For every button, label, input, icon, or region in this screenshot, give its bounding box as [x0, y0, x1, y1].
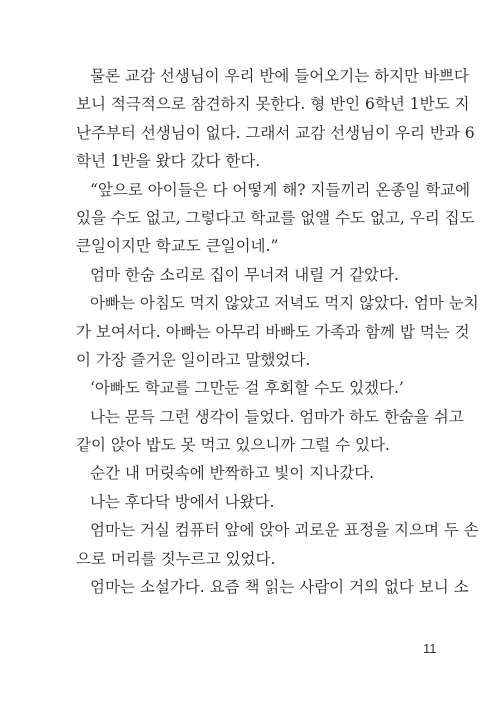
- text-line: 큰일이지만 학교도 큰일이네.”: [76, 237, 279, 256]
- text-line: 엄마는 거실 컴퓨터 앞에 앉아 괴로운 표정을 지으며 두 손: [90, 521, 479, 540]
- text-line: 나는 문득 그런 생각이 들었다. 엄마가 하도 한숨을 쉬고: [90, 407, 464, 426]
- text-line: 보니 적극적으로 참견하지 못한다. 형 반인 6학년 1반도 지: [76, 95, 470, 114]
- text-line: 가 보여서다. 아빠는 아무리 바빠도 가족과 함께 밥 먹는 것: [76, 322, 470, 341]
- text-line: 나는 후다닥 방에서 나왔다.: [90, 492, 275, 511]
- text-line: 이 가장 즐거운 일이라고 말했었다.: [76, 350, 311, 369]
- text-line: 엄마는 소설가다. 요즘 책 읽는 사람이 거의 없다 보니 소: [90, 578, 469, 597]
- text-line: 학년 1반을 왔다 갔다 한다.: [76, 152, 261, 171]
- text-line: 물론 교감 선생님이 우리 반에 들어오기는 하지만 바쁘다: [90, 67, 469, 85]
- text-line: 아빠는 아침도 먹지 않았고 저녁도 먹지 않았다. 엄마 눈치: [90, 294, 479, 313]
- text-line: 난주부터 선생님이 없다. 그래서 교감 선생님이 우리 반과 6: [76, 123, 475, 142]
- text-line: “앞으로 아이들은 다 어떻게 해? 지들끼리 온종일 학교에: [90, 180, 471, 199]
- page-number: 11: [423, 641, 437, 656]
- text-line: 으로 머리를 짓누르고 있었다.: [76, 549, 276, 568]
- body-text: [76, 62, 479, 601]
- text-line: ‘아빠도 학교를 그만둔 걸 후회할 수도 있겠다.’: [90, 379, 404, 398]
- text-line: 엄마 한숨 소리로 집이 무너져 내릴 거 같았다.: [90, 265, 399, 284]
- text-line: 같이 앉아 밥도 못 먹고 있으니까 그럴 수 있다.: [76, 436, 390, 455]
- text-line: 순간 내 머릿속에 반짝하고 빛이 지나갔다.: [90, 464, 375, 483]
- text-line: 있을 수도 없고, 그렇다고 학교를 없앨 수도 없고, 우리 집도: [76, 208, 475, 227]
